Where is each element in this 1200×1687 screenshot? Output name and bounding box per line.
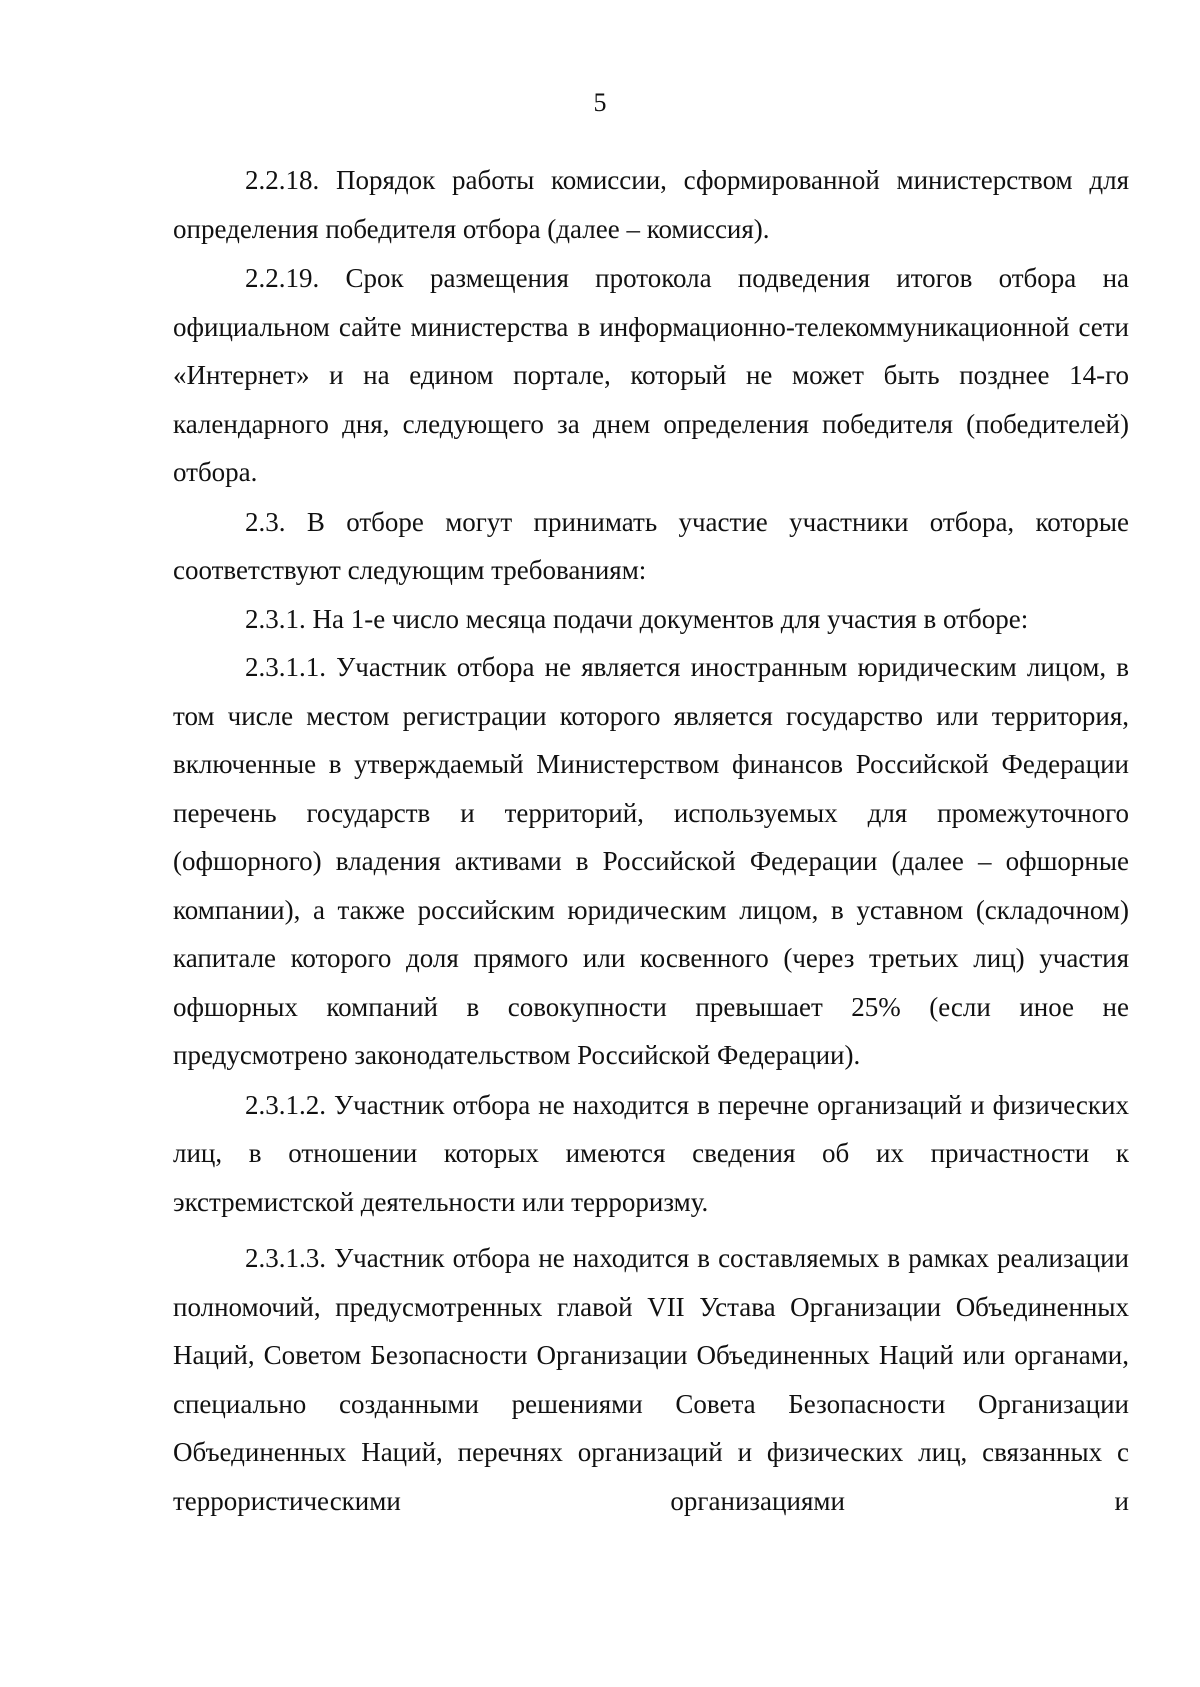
- paragraph-2-2-18: 2.2.18. Порядок работы комиссии, сформированной министерством для определения победителя отбора (далее – комиссия).: [173, 165, 1129, 244]
- paragraph-2-3-1: 2.3.1. На 1-е число месяца подачи документов для участия в отборе:: [245, 603, 1029, 634]
- paragraph-2-3-1-3: 2.3.1.3. Участник отбора не находится в составляемых в рамках реализации полномочий, предусмотренных главой VII Устава Организации Объединенных Наций, Советом Безопасности Организации Объединенных Наций или органами, специально созданными решениями Совета Безопасности Организации Объединенных Наций, перечнях организаций и физических лиц, связанных с террористическими организациями и: [173, 1243, 1129, 1516]
- document-body: [173, 156, 1129, 1525]
- paragraph-2-3: 2.3. В отборе могут принимать участие участники отбора, которые соответствуют следующим требованиям:: [173, 506, 1129, 585]
- page-number: 5: [593, 88, 607, 117]
- paragraph-2-2-19: 2.2.19. Срок размещения протокола подведения итогов отбора на официальном сайте министерства в информационно-телекоммуникационной сети «Интернет» и на едином портале, который не может быть позднее 14-го календарного дня, следующего за днем определения победителя (победителей) отбора.: [173, 263, 1129, 487]
- paragraph-2-3-1-1: 2.3.1.1. Участник отбора не является иностранным юридическим лицом, в том числе местом регистрации которого является государство или территория, включенные в утверждаемый Министерством финансов Российской Федерации перечень государств и территорий, используемых для промежуточного (офшорного) владения активами в Российской Федерации (далее – офшорные компании), а также российским юридическим лицом, в уставном (складочном) капитале которого доля прямого или косвенного (через третьих лиц) участия офшорных компаний в совокупности превышает 25% (если иное не предусмотрено законодательством Российской Федерации).: [173, 652, 1129, 1070]
- paragraph-2-3-1-2: 2.3.1.2. Участник отбора не находится в перечне организаций и физических лиц, в отношении которых имеются сведения об их причастности к экстремистской деятельности или терроризму.: [173, 1089, 1129, 1217]
